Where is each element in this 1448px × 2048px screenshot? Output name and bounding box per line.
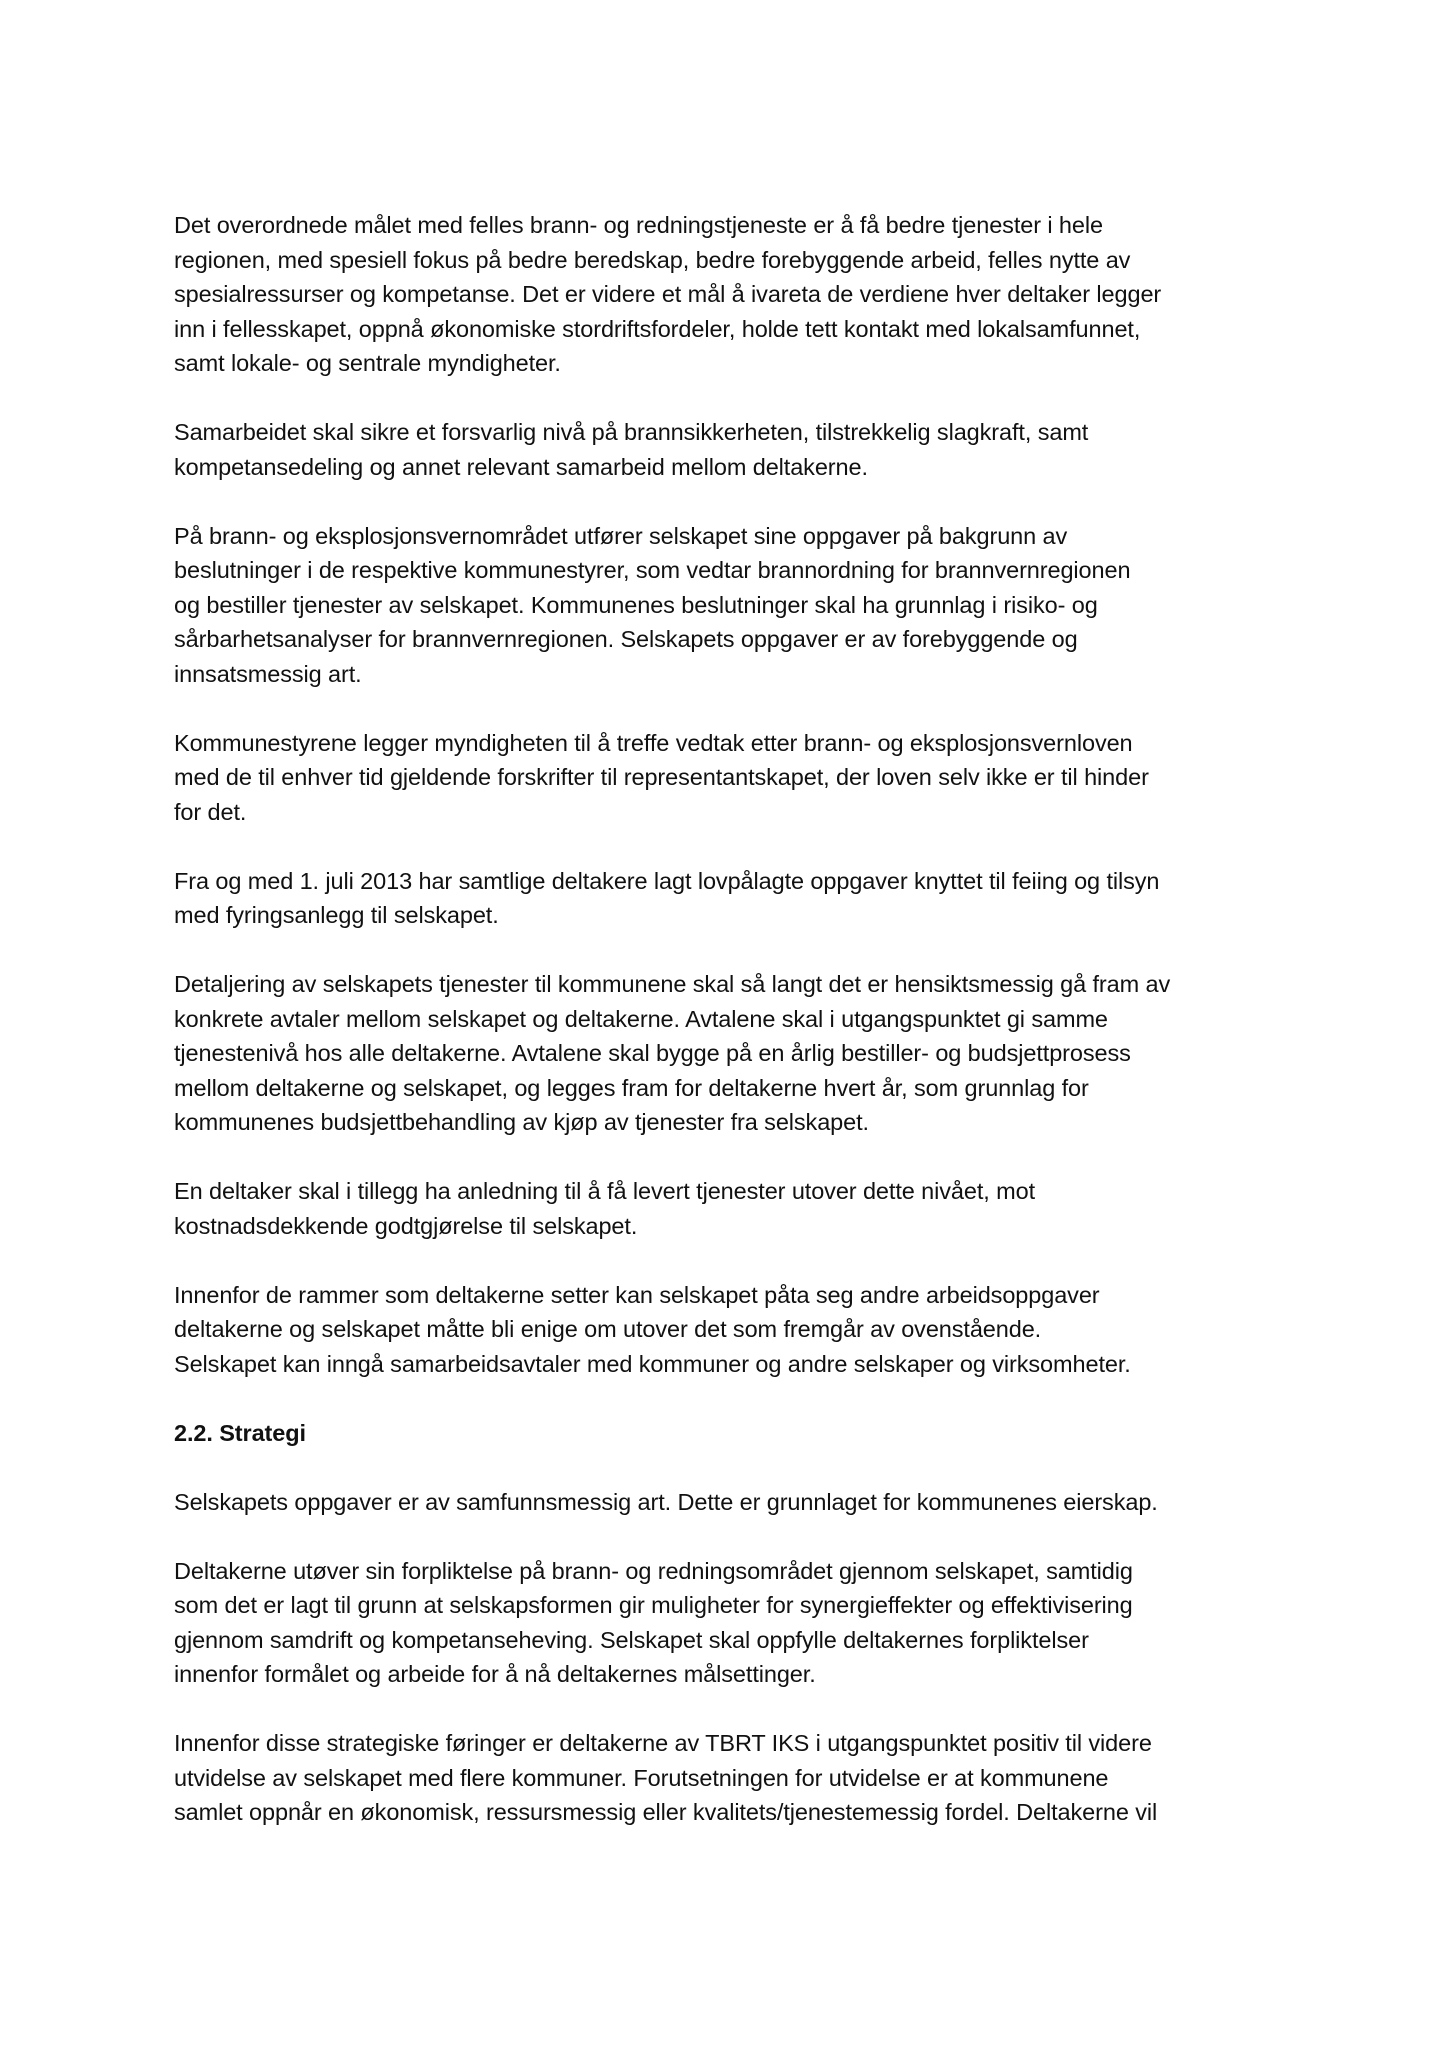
section-heading-strategy [174, 1416, 1284, 1451]
text-line: En deltaker skal i tillegg ha anledning til å få levert tjenester utover dette nivået, mot [174, 1178, 1035, 1204]
text-line: konkrete avtaler mellom selskapet og deltakerne. Avtalene skal i utgangspunktet gi samme [174, 1005, 1108, 1032]
document-body [174, 208, 1284, 1864]
text-line: Deltakerne utøver sin forpliktelse på brann- og redningsområdet gjennom selskapet, samtidig [174, 1557, 1133, 1584]
text-line: På brann- og eksplosjonsvernområdet utfører selskapet sine oppgaver på bakgrunn av [174, 522, 1068, 549]
text-line: og bestiller tjenester av selskapet. Kommunenes beslutninger skal ha grunnlag i risiko- og [174, 591, 1098, 618]
paragraph-fire-explosion-area [174, 519, 1284, 692]
text-line: samlet oppnår en økonomisk, ressursmessig eller kvalitets/tjenestemessig fordel. Deltakerne vil [174, 1799, 1158, 1825]
text-line: kommunenes budsjettbehandling av kjøp av tjenester fra selskapet. [174, 1109, 869, 1135]
text-line: Innenfor disse strategiske føringer er deltakerne av TBRT IKS i utgangspunktet positiv til videre [174, 1730, 1152, 1756]
text-line: regionen, med spesiell fokus på bedre beredskap, bedre forebyggende arbeid, felles nytte av [174, 246, 1131, 273]
text-line: innenfor formålet og arbeide for å nå deltakernes målsettinger. [174, 1661, 816, 1687]
paragraph-chimney-sweeping [174, 864, 1284, 933]
text-line: inn i fellesskapet, oppnå økonomiske stordriftsfordeler, holde tett kontakt med lokalsamfunnet, [174, 315, 1141, 342]
text-line: Kommunestyrene legger myndigheten til å treffe vedtak etter brann- og eksplosjonsvernloven [174, 729, 1133, 756]
text-line: Innenfor de rammer som deltakerne setter kan selskapet påta seg andre arbeidsoppgaver [174, 1281, 1100, 1308]
paragraph-goals [174, 208, 1284, 381]
text-line: for det. [174, 798, 247, 825]
text-line: innsatsmessig art. [174, 660, 362, 687]
text-line: kostnadsdekkende godtgjørelse til selskapet. [174, 1212, 638, 1239]
paragraph-strategy-intro [174, 1485, 1284, 1520]
text-line: mellom deltakerne og selskapet, og legges fram for deltakerne hvert år, som grunnlag for [174, 1074, 1089, 1101]
text-line: utvidelse av selskapet med flere kommuner. Forutsetningen for utvidelse er at kommunene [174, 1764, 1109, 1791]
text-line: Fra og med 1. juli 2013 har samtlige deltakere lagt lovpålagte oppgaver knyttet til feiing og tilsyn [174, 867, 1160, 894]
text-line: Detaljering av selskapets tjenester til kommunene skal så langt det er hensiktsmessig gå fram av [174, 971, 1171, 997]
text-line: tjenestenivå hos alle deltakerne. Avtalene skal bygge på en årlig bestiller- og budsjettprosess [174, 1040, 1131, 1066]
text-line: beslutninger i de respektive kommunestyrer, som vedtar brannordning for brannvernregionen [174, 557, 1131, 583]
paragraph-additional-services [174, 1174, 1284, 1243]
paragraph-service-agreements [174, 967, 1284, 1140]
text-line: Selskapets oppgaver er av samfunnsmessig art. Dette er grunnlaget for kommunenes eierskap. [174, 1488, 1158, 1515]
text-line: deltakerne og selskapet måtte bli enige om utover det som fremgår av ovenstående. [174, 1316, 1042, 1342]
text-line: Samarbeidet skal sikre et forsvarlig nivå på brannsikkerheten, tilstrekkelig slagkraft, samt [174, 419, 1089, 445]
paragraph-expansion [174, 1726, 1284, 1830]
text-line: spesialressurser og kompetanse. Det er videre et mål å ivareta de verdiene hver deltaker legger [174, 281, 1162, 307]
text-line: sårbarhetsanalyser for brannvernregionen. Selskapets oppgaver er av forebyggende og [174, 626, 1078, 652]
paragraph-other-tasks [174, 1278, 1284, 1382]
paragraph-authority [174, 726, 1284, 830]
heading-text: 2.2. Strategi [174, 1419, 306, 1446]
text-line: Selskapet kan inngå samarbeidsavtaler med kommuner og andre selskaper og virksomheter. [174, 1350, 1131, 1377]
text-line: Det overordnede målet med felles brann- og redningstjeneste er å få bedre tjenester i hele [174, 212, 1103, 238]
text-line: som det er lagt til grunn at selskapsformen gir muligheter for synergieffekter og effektivisering [174, 1592, 1133, 1618]
text-line: gjennom samdrift og kompetanseheving. Selskapet skal oppfylle deltakernes forpliktelser [174, 1626, 1089, 1653]
paragraph-obligations [174, 1554, 1284, 1692]
text-line: med fyringsanlegg til selskapet. [174, 902, 499, 928]
paragraph-cooperation [174, 415, 1284, 484]
text-line: med de til enhver tid gjeldende forskrifter til representantskapet, der loven selv ikke er til hinder [174, 764, 1149, 790]
text-line: kompetansedeling og annet relevant samarbeid mellom deltakerne. [174, 453, 868, 480]
text-line: samt lokale- og sentrale myndigheter. [174, 350, 561, 376]
